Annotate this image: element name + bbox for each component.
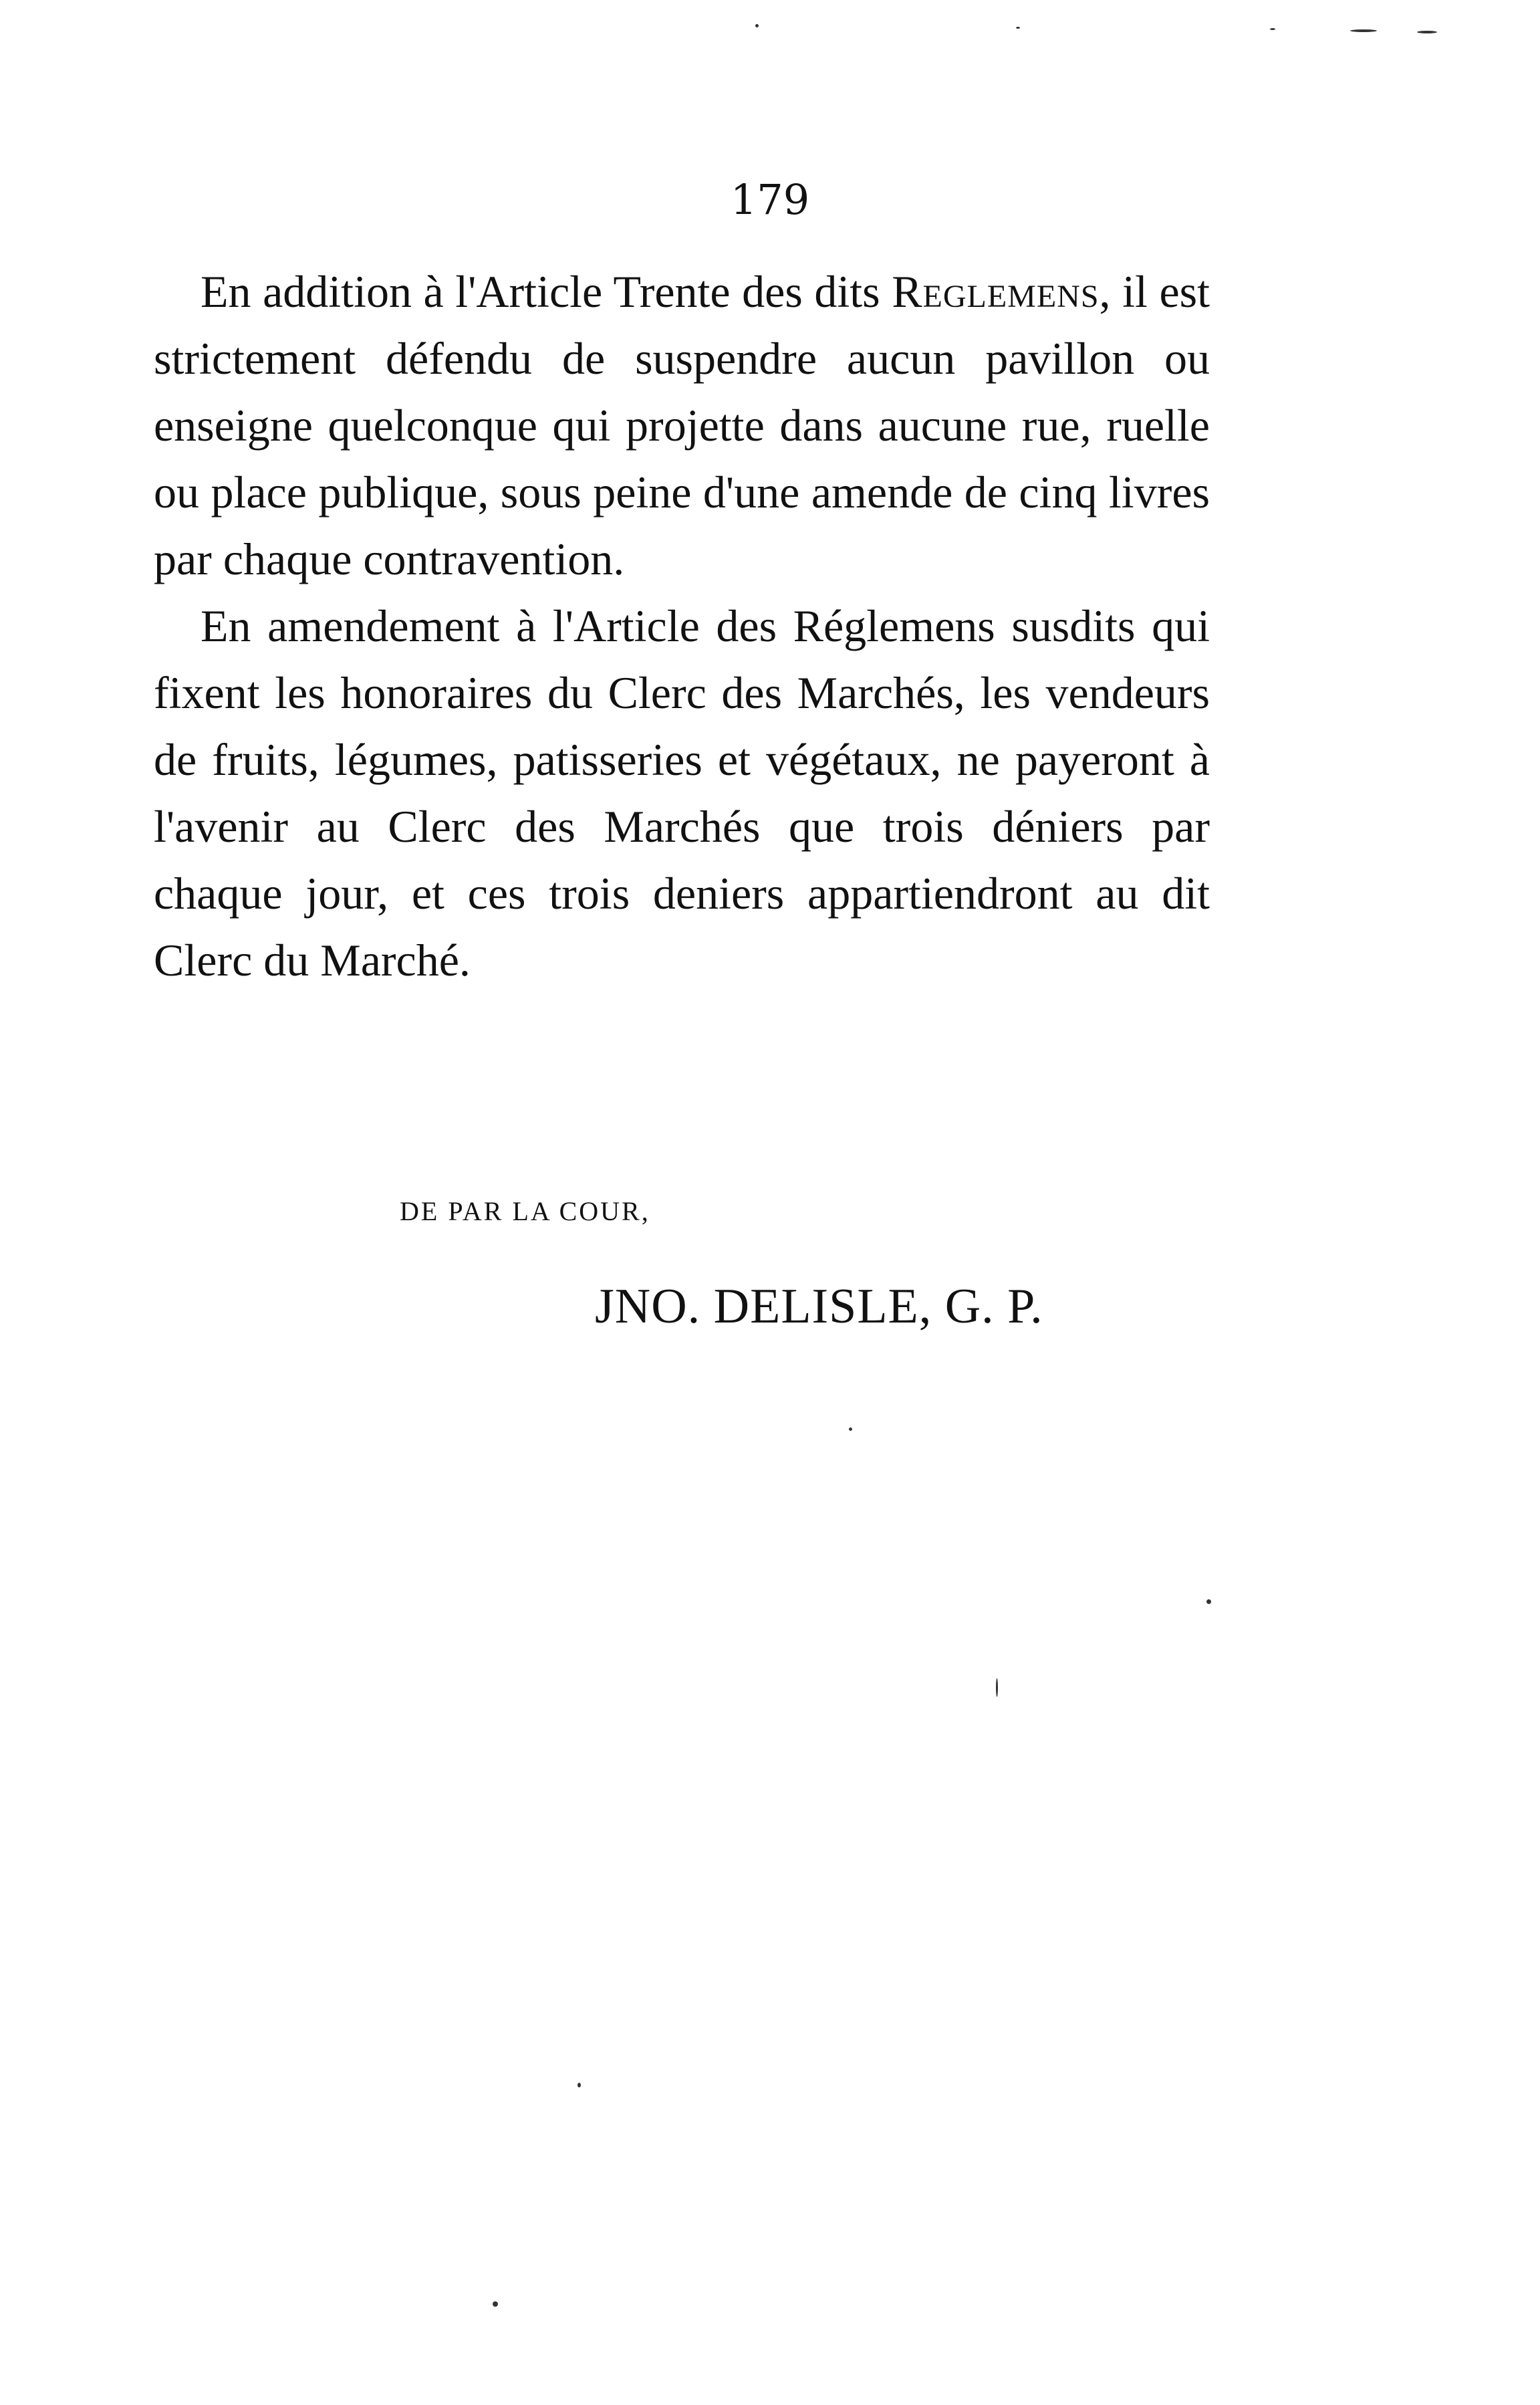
paragraph-1-rest: , il est strictement défendu de suspendre aucun pavillon ou enseigne quelconque qui projette dans aucune rue, ruelle ou place publique, sous peine d'une amende de cinq livres par chaque contravention. (154, 266, 1210, 584)
page-number: 179 (730, 175, 810, 224)
scan-speck (1270, 28, 1275, 30)
scan-speck (996, 1678, 998, 1697)
paragraph-1-opening: En addition à l'Article Trente des dits (201, 266, 892, 317)
scan-speck (849, 1427, 852, 1431)
scan-speck (1016, 27, 1020, 29)
paragraph-1-smallcaps: Reglemens (892, 266, 1100, 317)
court-line: DE PAR LA COUR, (400, 1196, 650, 1226)
body-text (154, 258, 1210, 994)
paragraph-1 (154, 258, 1210, 592)
scan-speck (1417, 31, 1437, 33)
scan-speck (1350, 29, 1377, 32)
scan-speck (1206, 1599, 1211, 1604)
scan-speck (493, 2301, 498, 2307)
signature: JNO. DELISLE, G. P. (595, 1279, 1043, 1334)
scan-speck (578, 2083, 581, 2087)
paragraph-2: En amendement à l'Article des Réglemens susdits qui fixent les honoraires du Clerc des Marchés, les vendeurs de fruits, légumes, patisseries et végétaux, ne payeront à l'avenir au Clerc des Marchés que trois déniers par chaque jour, et ces trois deniers appartiendront au dit Clerc du Marché. (154, 600, 1210, 986)
scan-speck (755, 24, 759, 27)
